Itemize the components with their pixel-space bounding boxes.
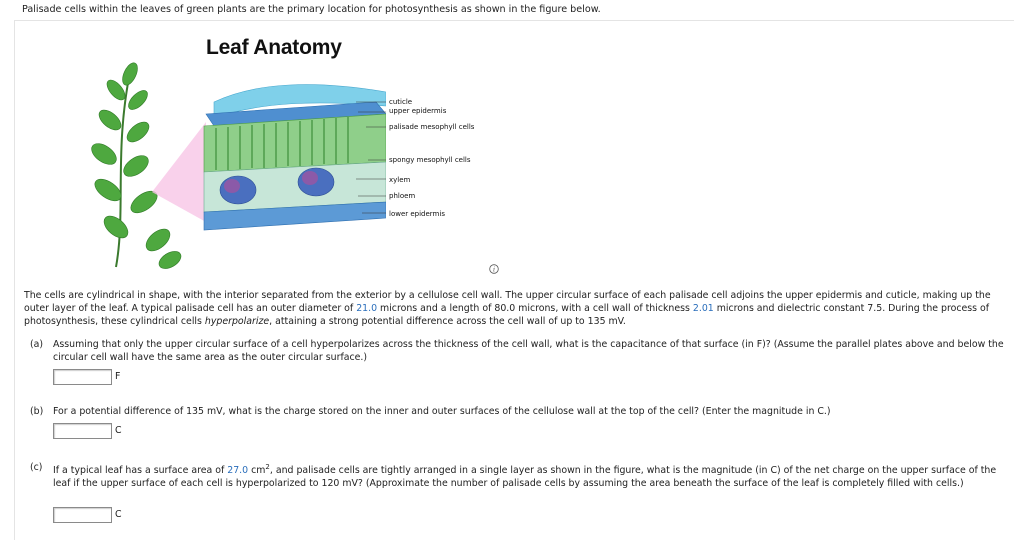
para-text-3: microns and dielectric constant 7.5. During the process of photosynthesis, these cylindrical cells <box>24 303 990 327</box>
diameter-value: 21.0 <box>356 303 378 314</box>
question-b-tag: (b) <box>30 406 44 417</box>
figure-title: Leaf Anatomy <box>206 36 342 59</box>
question-a-text: Assuming that only the upper circular surface of a cell hyperpolarizes across the thickness of the cell wall, what is the capacitance of that surface (in F)? (Assume the parallel plates above and below the circular cell wall have the same area as the outer circular surface.) <box>53 339 1004 363</box>
question-a <box>30 338 1005 364</box>
thickness-value: 2.01 <box>692 303 714 314</box>
answer-b-unit: C <box>115 425 122 436</box>
answer-b-input[interactable] <box>53 423 112 439</box>
label-upper-epidermis: upper epidermis <box>389 107 447 115</box>
label-cuticle: cuticle <box>389 98 413 106</box>
label-phloem: phloem <box>389 192 416 200</box>
answer-c-input[interactable] <box>53 507 112 523</box>
area-value: 27.0 <box>227 465 249 477</box>
question-b-text: For a potential difference of 135 mV, what is the charge stored on the inner and outer surfaces of the cellulose wall at the top of the cell? (Enter the magnitude in C.) <box>53 406 831 417</box>
answer-a-unit: F <box>115 371 121 382</box>
svg-text:i: i <box>492 265 496 274</box>
para-italic: hyperpolarize <box>204 316 270 327</box>
question-c-text: If a typical leaf has a surface area of 27.0 $cm^2$, and palisade cells are tightly arranged in a single layer as shown in the figure, what is the magnitude (in C) of the net charge on the upper surface of the leaf if the upper surface of each cell is hyperpolarized to 120 mV? (Approximate the number of palisade cells by assuming the area beneath the surface of the leaf is completely filled with cells.) <box>53 463 997 490</box>
label-spongy: spongy mesophyll cells <box>389 156 471 164</box>
label-xylem: xylem <box>389 176 411 184</box>
label-palisade: palisade mesophyll cells <box>389 123 475 131</box>
problem-paragraph <box>24 289 1004 328</box>
label-lower-epidermis: lower epidermis <box>389 210 445 218</box>
question-c <box>30 461 1005 490</box>
para-text-1: The cells are cylindrical in shape, with the interior separated from the exterior by a cellulose cell wall. The upper circular surface of each palisade cell adjoins the upper epidermis and cuticle, making up the outer layer of the leaf. A typical palisade cell has an outer diameter of <box>24 290 991 314</box>
answer-a-input[interactable] <box>53 369 112 385</box>
question-a-tag: (a) <box>30 339 44 350</box>
para-text-2: microns and a length of 80.0 microns, with a cell wall of thickness <box>377 303 693 314</box>
question-c-tag: (c) <box>30 462 43 473</box>
info-icon[interactable] <box>489 264 499 274</box>
leaf-anatomy-figure <box>86 62 386 272</box>
answer-c-unit: C <box>115 509 122 520</box>
question-b <box>30 405 1005 418</box>
leaf-icon <box>88 62 184 272</box>
para-text-4: , attaining a strong potential difference across the cell wall of up to 135 mV. <box>269 316 626 327</box>
intro-text: Palisade cells within the leaves of green plants are the primary location for photosynthesis as shown in the figure below. <box>22 4 601 15</box>
